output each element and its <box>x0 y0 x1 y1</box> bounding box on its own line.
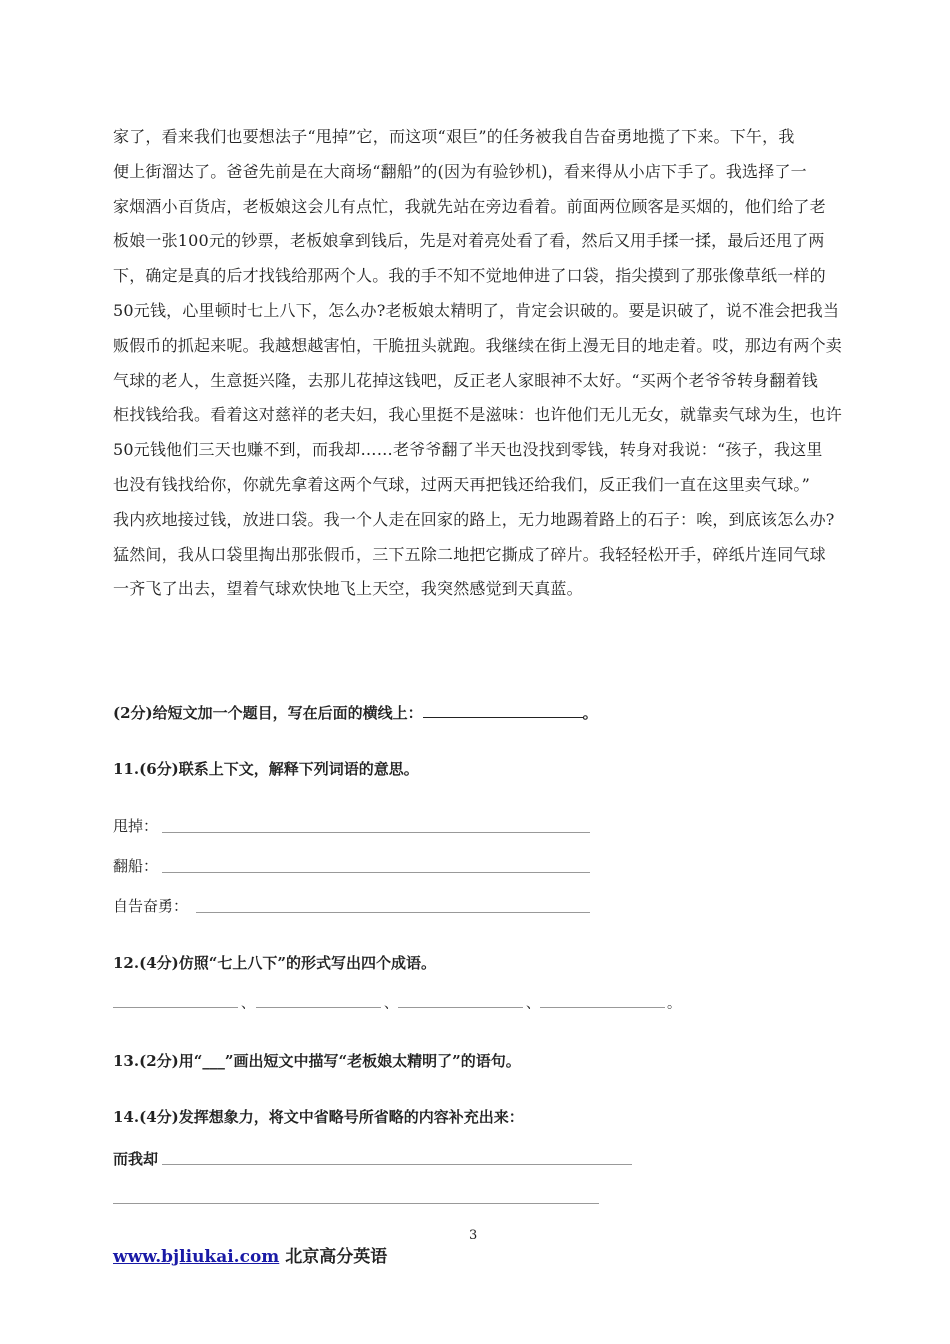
answer-line-14b[interactable] <box>113 1203 599 1204</box>
separator: 、 <box>526 996 540 1012</box>
term-label-3: 自告奋勇： <box>113 897 189 915</box>
page-number: 3 <box>469 1228 478 1243</box>
question-12: 12.(4分)仿照“七上八下”的形式写出四个成语。 <box>113 954 436 972</box>
answer-line-2[interactable] <box>162 872 590 873</box>
question-13 <box>113 1050 521 1071</box>
footer-text: 北京高分英语 <box>279 1247 388 1267</box>
footer-link[interactable]: www.bjliukai.com <box>113 1247 280 1267</box>
answer-line-1[interactable] <box>162 832 590 833</box>
question-10 <box>113 702 598 723</box>
passage-line: 50元钱，心里顿时七上八下，怎么办?老板娘太精明了，肯定会识破的。要是识破了，说不准会把我当 <box>113 300 840 320</box>
separator: 、 <box>384 996 398 1012</box>
idiom-blank-2[interactable] <box>256 1007 381 1008</box>
term-label-1: 甩掉： <box>113 817 159 835</box>
idiom-blank-1[interactable] <box>113 1007 238 1008</box>
underline-mark: ___ <box>202 1052 225 1070</box>
passage-line: 家烟酒小百货店，老板娘这会儿有点忙，我就先站在旁边看着。前面两位顾客是买烟的，他们给了老 <box>113 196 826 216</box>
answer-prefix: 而我却 <box>113 1150 159 1168</box>
idiom-blank-3[interactable] <box>398 1007 523 1008</box>
question-10-text: (2分)给短文加一个题目，写在后面的横线上： <box>113 704 423 722</box>
question-10-end: 。 <box>582 704 598 722</box>
period: 。 <box>667 996 681 1012</box>
passage-line: 猛然间，我从口袋里掏出那张假币，三下五除二地把它撕成了碎片。我轻轻松开手，碎纸片连同气球 <box>113 544 826 564</box>
question-14: 14.(4分)发挥想象力，将文中省略号所省略的内容补充出来： <box>113 1108 524 1126</box>
passage-line: 下，确定是真的后才找钱给那两个人。我的手不知不觉地伸进了口袋，指尖摸到了那张像草纸一样的 <box>113 266 826 286</box>
term-label-2: 翻船： <box>113 857 159 875</box>
footer <box>113 1242 387 1267</box>
passage-line: 一齐飞了出去，望着气球欢快地飞上天空，我突然感觉到天真蓝。 <box>113 579 583 599</box>
passage-line: 便上街溜达了。爸爸先前是在大商场“翻船”的(因为有验钞机)，看来得从小店下手了。我选择了一 <box>113 161 807 181</box>
title-answer-blank[interactable] <box>423 705 583 718</box>
question-11: 11.(6分)联系上下文，解释下列词语的意思。 <box>113 760 419 778</box>
passage <box>113 120 843 607</box>
question-13-pre: 13.(2分)用“ <box>113 1052 203 1070</box>
passage-line: 家了，看来我们也要想法子“甩掉”它，而这项“艰巨”的任务被我自告奋勇地揽了下来。下午，我 <box>113 127 795 146</box>
passage-line: 气球的老人，生意挺兴隆，去那儿花掉这钱吧，反正老人家眼神不太好。“买两个老爷爷转身翻着钱 <box>113 370 818 390</box>
passage-line: 也没有钱找给你，你就先拿着这两个气球，过两天再把钱还给我们，反正我们一直在这里卖气球。” <box>113 474 810 494</box>
passage-line: 柜找钱给我。看着这对慈祥的老夫妇，我心里挺不是滋味：也许他们无儿无女，就靠卖气球为生，也许 <box>113 405 843 425</box>
passage-line: 板娘一张100元的钞票，老板娘拿到钱后，先是对着亮处看了看，然后又用手揉一揉，最后还甩了两 <box>113 231 825 251</box>
idiom-blank-4[interactable] <box>540 1007 665 1008</box>
separator: 、 <box>241 996 255 1012</box>
answer-line-14a[interactable] <box>162 1164 632 1165</box>
answer-line-3[interactable] <box>196 912 590 913</box>
question-13-post: ”画出短文中描写“老板娘太精明了”的语句。 <box>224 1052 521 1070</box>
passage-line: 50元钱他们三天也赚不到，而我却……老爷爷翻了半天也没找到零钱，转身对我说：“孩子，我这里 <box>113 440 823 460</box>
passage-line: 我内疚地接过钱，放进口袋。我一个人走在回家的路上，无力地踢着路上的石子：唉，到底该怎么办? <box>113 509 835 529</box>
passage-line: 贩假币的抓起来呢。我越想越害怕，干脆扭头就跑。我继续在街上漫无目的地走着。哎，那边有两个卖 <box>113 335 843 355</box>
